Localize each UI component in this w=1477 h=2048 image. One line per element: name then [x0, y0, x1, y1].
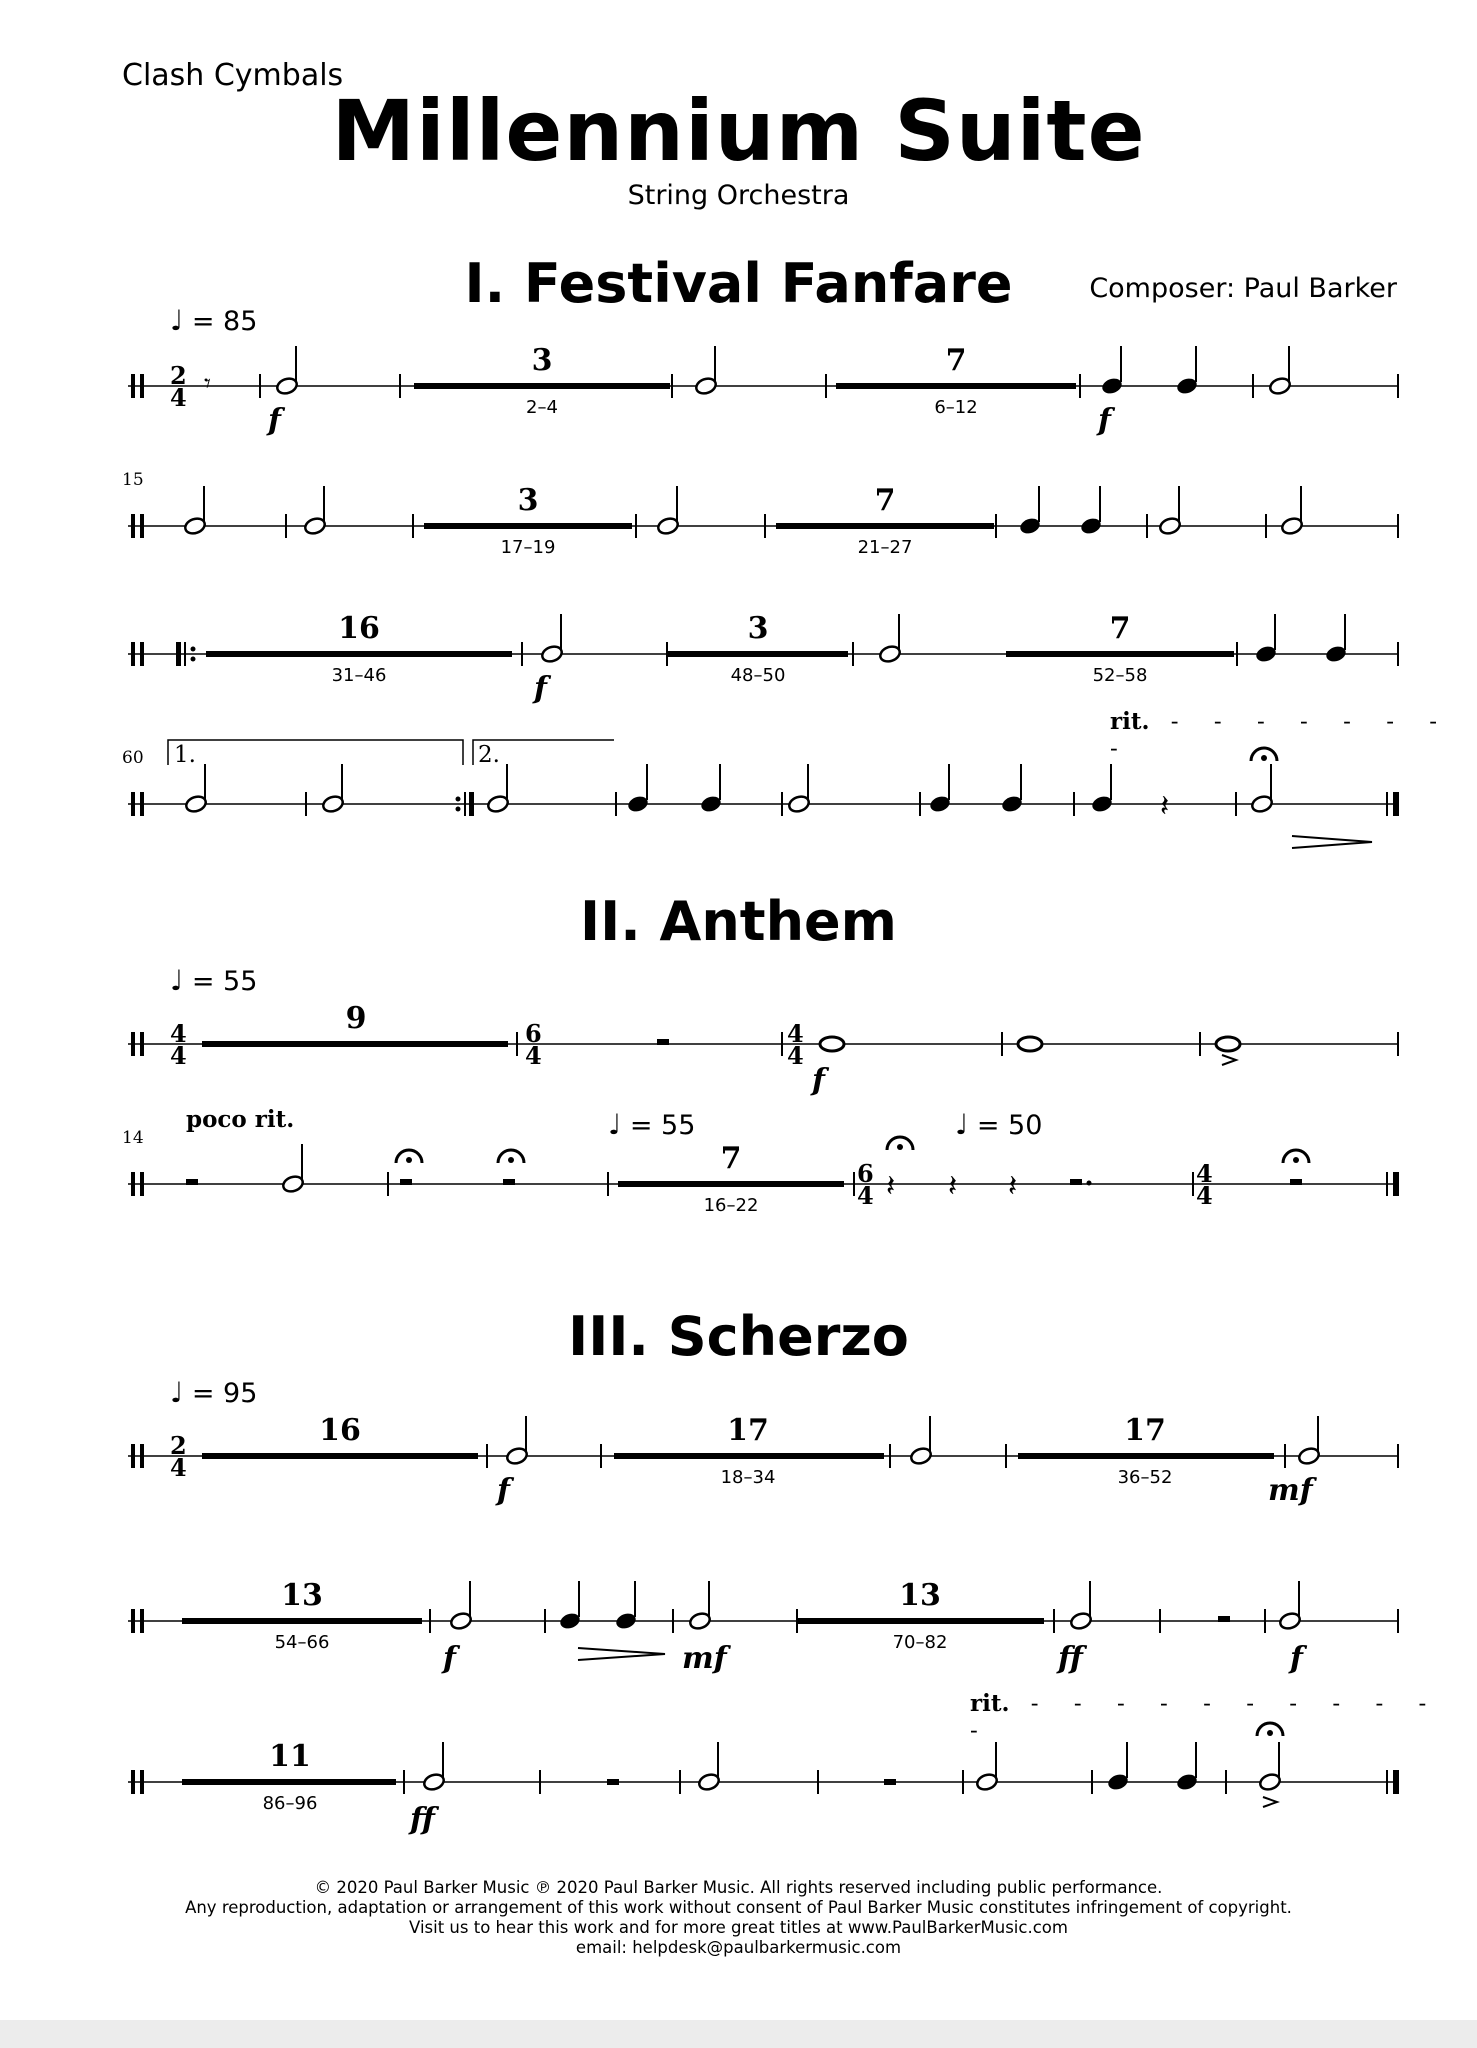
- multirest-bar: [796, 1618, 1044, 1624]
- multirest-bar: [1006, 651, 1234, 657]
- time-signature: 4: [787, 1019, 804, 1048]
- multirest-range: 36–52: [1117, 1467, 1173, 1488]
- quarter-rest: 𝄽: [948, 1169, 958, 1204]
- dynamic-marking: f: [497, 1473, 510, 1508]
- multirest-bar: [414, 383, 670, 389]
- second-ending-label: 2.: [478, 742, 500, 768]
- multirest-range: 54–66: [274, 1632, 330, 1653]
- multirest-range: 18–34: [720, 1467, 776, 1488]
- multirest-bar: [202, 1453, 478, 1459]
- movement-2-title: II. Anthem: [580, 890, 897, 953]
- viewer-bottom-bar: [0, 2020, 1477, 2048]
- multirest-count: 3: [531, 343, 553, 378]
- tempo-marking-1: ♩ = 85: [170, 304, 258, 337]
- multirest-count: 9: [345, 1001, 367, 1036]
- multirest-bar: [182, 1779, 396, 1785]
- rit-marking: rit. - - - - - - - - - - -: [970, 1690, 1441, 1744]
- percussion-clef-icon: [131, 1609, 135, 1633]
- percussion-clef-icon: [131, 1770, 135, 1794]
- quarter-note-icon: ♩: [955, 1108, 969, 1141]
- dynamic-marking: ff: [410, 1802, 435, 1837]
- quarter-note-icon: ♩: [170, 964, 184, 997]
- second-ending-bracket: [473, 740, 614, 765]
- dynamic-marking: f: [443, 1641, 456, 1676]
- dynamic-marking: f: [534, 671, 547, 706]
- multirest-bar: [836, 383, 1076, 389]
- percussion-clef-icon: [131, 792, 135, 816]
- multirest-count: 7: [874, 483, 896, 518]
- multirest-range: 48–50: [730, 665, 786, 686]
- footer-line: Visit us to hear this work and for more great titles at www.PaulBarkerMusic.com: [409, 1918, 1068, 1937]
- dynamic-marking: mf: [1268, 1473, 1313, 1508]
- copyright-footer: [0, 1878, 1477, 1958]
- dynamic-marking: ff: [1058, 1641, 1083, 1676]
- svg-text:4: 4: [787, 1041, 804, 1070]
- footer-email: email: helpdesk@paulbarkermusic.com: [575, 1938, 902, 1957]
- rest-block: [607, 1779, 619, 1785]
- quarter-rest: 𝄽: [1160, 789, 1170, 824]
- score-subtitle: String Orchestra: [627, 180, 850, 211]
- percussion-clef-icon: [131, 1444, 135, 1468]
- tempo-change-50: ♩ = 50: [955, 1108, 1043, 1141]
- quarter-note-icon: ♩: [170, 304, 184, 337]
- time-signature: 4: [1196, 1159, 1213, 1188]
- rest-block: [503, 1179, 515, 1185]
- multirest-bar: [182, 1618, 422, 1624]
- time-signature: 4: [170, 1019, 187, 1048]
- quarter-rest: 𝄽: [1008, 1169, 1018, 1204]
- whole-note: [1018, 1037, 1042, 1051]
- percussion-clef-icon: [131, 514, 135, 538]
- eighth-rest: 𝄾: [204, 369, 211, 399]
- svg-text:4: 4: [1196, 1181, 1213, 1210]
- rest-block: [1290, 1179, 1302, 1185]
- measure-number: 15: [122, 470, 144, 490]
- measure-number: 60: [122, 748, 144, 768]
- multirest-count: 17: [727, 1413, 769, 1448]
- multirest-bar: [1018, 1453, 1274, 1459]
- tempo-marking-3: ♩ = 95: [170, 1376, 258, 1409]
- multirest-range: 31–46: [331, 665, 387, 686]
- multirest-count: 11: [269, 1739, 311, 1774]
- percussion-clef-icons: [131, 374, 144, 1794]
- multirest-range: 2–4: [526, 397, 558, 418]
- quarter-note-icon: ♩: [170, 1376, 184, 1409]
- first-ending-bracket: [168, 740, 463, 765]
- composer-credit: Composer: Paul Barker: [1089, 273, 1397, 304]
- multirest-count: 16: [338, 611, 380, 646]
- time-signature: 6: [857, 1159, 874, 1188]
- decrescendo-hairpin: [578, 1648, 665, 1660]
- multirest-count: 3: [747, 611, 769, 646]
- dynamic-marking: f: [812, 1063, 825, 1098]
- multirest-bar: [206, 651, 512, 657]
- multirest-bar: [424, 523, 632, 529]
- dynamic-marking: f: [1098, 403, 1111, 438]
- time-signature: 6: [525, 1019, 542, 1048]
- rest-block: [884, 1779, 896, 1785]
- percussion-clef-icon: [131, 642, 135, 666]
- multirest-count: 7: [945, 343, 967, 378]
- instrument-name: Clash Cymbals: [122, 58, 344, 93]
- movement-1-title: I. Festival Fanfare: [464, 252, 1013, 315]
- rest-block: [186, 1179, 198, 1185]
- rest-block: [400, 1179, 412, 1185]
- multirest-count: 3: [517, 483, 539, 518]
- quarter-rest: 𝄽: [886, 1169, 896, 1204]
- footer-line: Any reproduction, adaptation or arrangement of this work without consent of Paul Barker Music constitutes infringement of copyright.: [185, 1898, 1292, 1917]
- multirest-count: 16: [319, 1413, 361, 1448]
- decrescendo-hairpin: [1292, 836, 1372, 848]
- multirest-count: 13: [899, 1578, 941, 1613]
- multirest-range: 17–19: [500, 537, 556, 558]
- multirest-bar: [668, 651, 848, 657]
- quarter-note-icon: ♩: [608, 1108, 622, 1141]
- svg-text:4: 4: [170, 1041, 187, 1070]
- rest-block: [1218, 1616, 1230, 1622]
- poco-rit-marking: poco rit.: [186, 1106, 295, 1133]
- svg-text:4: 4: [525, 1041, 542, 1070]
- accent-mark: [1263, 1797, 1277, 1807]
- multirest-range: 52–58: [1092, 665, 1148, 686]
- first-ending-label: 1.: [174, 742, 196, 768]
- dynamic-marking: f: [268, 403, 281, 438]
- multirest-bar: [618, 1181, 844, 1187]
- multirest-count: 17: [1124, 1413, 1166, 1448]
- svg-text:4: 4: [170, 383, 187, 412]
- multirest-bar: [614, 1453, 884, 1459]
- multirest-range: 6–12: [934, 397, 978, 418]
- svg-text:4: 4: [170, 1453, 187, 1482]
- multirest-range: 70–82: [892, 1632, 948, 1653]
- tempo-marking-2: ♩ = 55: [170, 964, 258, 997]
- rit-marking: rit. - - - - - - - -: [1110, 708, 1452, 762]
- multirest-count: 13: [281, 1578, 323, 1613]
- measure-number: 14: [122, 1128, 144, 1148]
- multirest-range: 16–22: [703, 1195, 759, 1216]
- multirest-count: 7: [1109, 611, 1131, 646]
- movement-3-title: III. Scherzo: [568, 1305, 909, 1368]
- rest-block: [657, 1039, 669, 1045]
- multirest-count: 7: [720, 1141, 742, 1176]
- accent-mark: [1222, 1055, 1236, 1065]
- dynamic-marking: mf: [682, 1641, 727, 1676]
- time-signature: 2: [170, 1431, 187, 1460]
- multirest-bar: [202, 1041, 508, 1047]
- svg-text:4: 4: [857, 1181, 874, 1210]
- multirest-bar: [776, 523, 994, 529]
- tempo-change-55: ♩ = 55: [608, 1108, 696, 1141]
- percussion-clef-icon: [131, 1172, 135, 1196]
- multirest-range: 21–27: [857, 537, 913, 558]
- rest-block: [1070, 1179, 1082, 1185]
- score-title: Millennium Suite: [331, 82, 1146, 180]
- dynamic-marking: f: [1290, 1641, 1303, 1676]
- whole-note: [1216, 1037, 1240, 1051]
- whole-note: [820, 1037, 844, 1051]
- footer-line: © 2020 Paul Barker Music ℗ 2020 Paul Barker Music. All rights reserved including public performance.: [314, 1878, 1163, 1897]
- percussion-clef-icon: [131, 374, 135, 398]
- percussion-clef-icon: [131, 1032, 135, 1056]
- time-signature: 2: [170, 361, 187, 390]
- multirest-range: 86–96: [262, 1793, 318, 1814]
